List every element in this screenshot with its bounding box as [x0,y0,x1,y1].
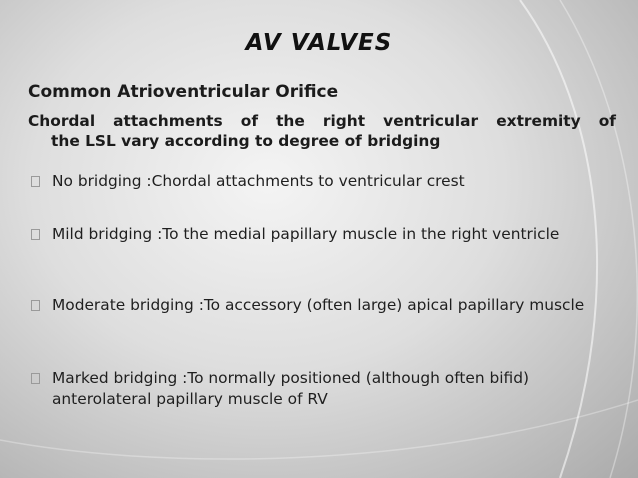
slide-subtitle: Common Atrioventricular Orifice [28,82,339,102]
lead-line-1: Chordal attachments of the right ventricular extremity of [28,112,616,130]
bullet-text: Mild bridging :To the medial papillary muscle in the right ventricle [52,225,560,243]
bullet-text: Marked bridging :To normally positioned (although often bifid) anterolateral papillary muscle of RV [52,369,530,408]
bullet-box-icon [31,300,40,311]
lead-line-2: the LSL vary according to degree of bridging [51,132,441,150]
bullet-box-icon [31,229,40,240]
bullet-box-icon [31,176,40,187]
lead-paragraph [28,111,620,151]
slide-title: AV VALVES [245,30,393,56]
bullet-box-icon [31,373,40,384]
bullet-text: Moderate bridging :To accessory (often large) apical papillary muscle [52,296,585,314]
bullet-text: No bridging :Chordal attachments to ventricular crest [52,172,465,190]
